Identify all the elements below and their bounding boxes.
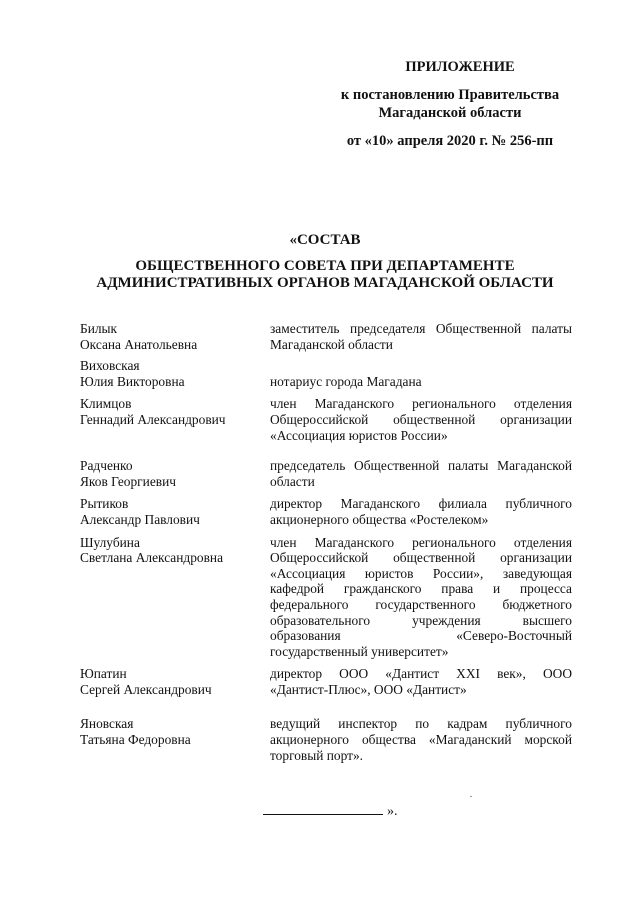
scan-speck: [470, 796, 472, 797]
member-row: [80, 458, 572, 489]
appendix-date: от «10» апреля 2020 г. № 256-пп: [346, 133, 554, 149]
member-position-line: Общероссийской общественной организации: [270, 550, 572, 566]
member-row: [80, 496, 572, 527]
document-title-line-1: ОБЩЕСТВЕННОГО СОВЕТА ПРИ ДЕПАРТАМЕНТЕ: [135, 258, 515, 274]
member-position: [270, 458, 572, 489]
member-name: [80, 716, 270, 763]
member-given-names: Татьяна Федоровна: [80, 732, 191, 748]
document-title-line-2: АДМИНИСТРАТИВНЫХ ОРГАНОВ МАГАДАНСКОЙ ОБЛАСТИ: [96, 275, 554, 291]
member-position-line: член Магаданского регионального отделения: [270, 534, 572, 550]
member-position: [270, 496, 572, 527]
member-position-line: «Ассоциация юристов России», заведующая: [270, 565, 572, 581]
member-position: [270, 358, 572, 389]
appendix-title: ПРИЛОЖЕНИЕ: [405, 59, 515, 75]
member-position-line: Общероссийской общественной организации: [270, 411, 572, 427]
member-position-line: государственный университет»: [270, 643, 449, 659]
closing-mark: [263, 804, 398, 820]
member-given-names: Оксана Анатольевна: [80, 336, 198, 352]
member-surname: Яновская: [80, 716, 134, 732]
member-position-line: заместитель председателя Общественной палаты: [270, 321, 572, 336]
member-name: [80, 535, 270, 660]
member-position-line: директор ООО «Дантист XXI век», ООО: [270, 666, 572, 682]
signature-underline: [263, 804, 383, 815]
member-row: [80, 716, 572, 763]
member-surname: Климцов: [80, 396, 132, 412]
member-given-names: Сергей Александрович: [80, 681, 212, 697]
member-name: [80, 666, 270, 697]
member-position: [270, 321, 572, 352]
member-position: [270, 716, 572, 763]
member-position-line: образования «Северо-Восточный: [270, 628, 572, 644]
member-position-line: акционерного общества «Магаданский морской: [270, 732, 572, 748]
member-position: [270, 535, 572, 660]
member-name: [80, 396, 270, 443]
member-position-line: кафедрой гражданского права и процесса: [270, 581, 572, 597]
member-given-names: Геннадий Александрович: [80, 411, 226, 427]
member-position-line: председатель Общественной палаты Магаданской: [270, 458, 572, 474]
member-row: [80, 535, 572, 660]
document-title-main: «СОСТАВ: [289, 232, 361, 248]
member-position-line: торговый порт».: [270, 747, 364, 763]
member-given-names: Яков Георгиевич: [80, 473, 177, 489]
member-position-line: «Дантист-Плюс», ООО «Дантист»: [270, 681, 467, 697]
appendix-reference-line-1: к постановлению Правительства: [340, 87, 560, 103]
member-position-line: ведущий инспектор по кадрам публичного: [270, 716, 572, 732]
member-given-names: Светлана Александровна: [80, 550, 224, 566]
member-given-names: Александр Павлович: [80, 511, 200, 527]
document-title: [60, 232, 590, 292]
member-surname: Юпатин: [80, 666, 127, 682]
member-surname: Радченко: [80, 458, 133, 474]
appendix-reference-line-2: Магаданской области: [378, 105, 522, 121]
member-position-line: Магаданской области: [270, 336, 393, 352]
closing-quote: ».: [387, 804, 398, 819]
member-row: [80, 321, 572, 352]
appendix-reference: [300, 86, 600, 122]
member-position: [270, 666, 572, 697]
member-position-line: акционерного общества «Ростелеком»: [270, 511, 489, 527]
member-position-line: федерального государственного бюджетного: [270, 596, 572, 612]
member-name: [80, 321, 270, 352]
member-position-line: директор Магаданского филиала публичного: [270, 496, 572, 512]
member-name: [80, 458, 270, 489]
member-position-line: член Магаданского регионального отделения: [270, 396, 572, 412]
member-surname: Виховская: [80, 358, 140, 374]
member-position-line: «Ассоциация юристов России»: [270, 427, 448, 443]
appendix-header: [300, 58, 600, 150]
member-given-names: Юлия Викторовна: [80, 373, 185, 389]
member-row: [80, 396, 572, 443]
member-surname: Рытиков: [80, 496, 129, 512]
member-name: [80, 496, 270, 527]
member-row: [80, 666, 572, 697]
member-position-line: нотариус города Магадана: [270, 373, 422, 389]
member-position: [270, 396, 572, 443]
member-surname: Билык: [80, 321, 118, 336]
member-surname: Шулубина: [80, 534, 140, 550]
members-list: [80, 321, 572, 763]
member-position-line: образовательного учреждения высшего: [270, 612, 572, 628]
member-row: [80, 358, 572, 389]
member-position-line: области: [270, 473, 315, 489]
member-name: [80, 358, 270, 389]
